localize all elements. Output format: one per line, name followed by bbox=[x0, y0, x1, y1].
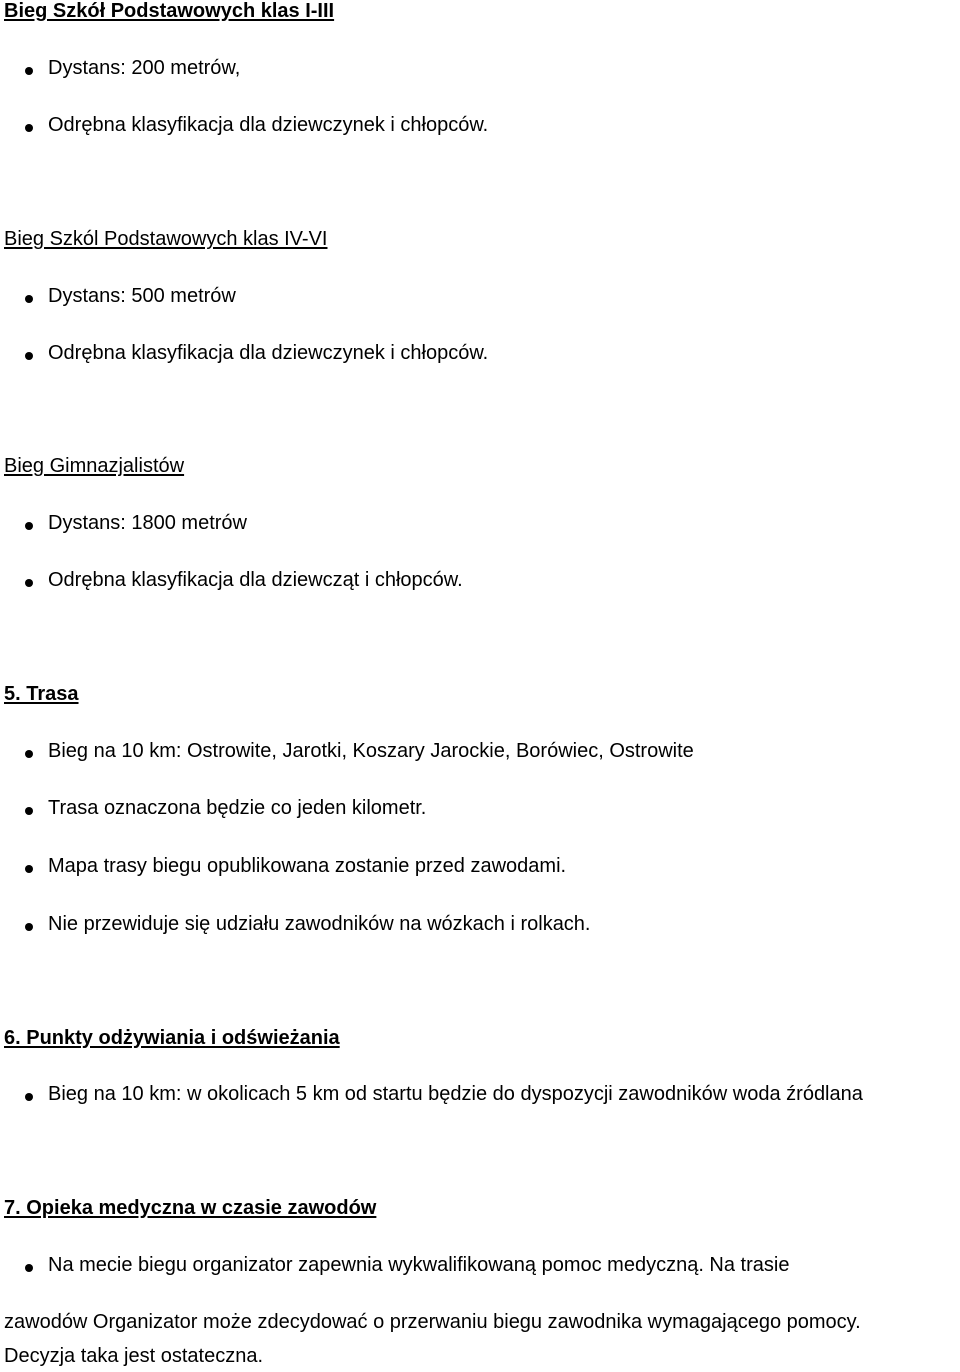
section-heading-klasy-1-3: Bieg Szkół Podstawowych klas I-III bbox=[4, 0, 335, 22]
section-heading-gimnazjalisci: Bieg Gimnazjalistów bbox=[4, 455, 185, 477]
bullet-icon bbox=[25, 67, 33, 75]
list-item bbox=[0, 1083, 960, 1109]
list-item bbox=[0, 913, 960, 939]
list-item-text: Dystans: 1800 metrów bbox=[48, 512, 247, 534]
section-heading-trasa: 5. Trasa bbox=[4, 683, 79, 705]
list-item-text: Nie przewiduje się udziału zawodników na wózkach i rolkach. bbox=[48, 913, 591, 935]
list-item-text: Bieg na 10 km: w okolicach 5 km od startu będzie do dyspozycji zawodników woda źródlana bbox=[48, 1083, 863, 1105]
bullet-icon bbox=[25, 750, 33, 758]
list-item-text: Mapa trasy biegu opublikowana zostanie przed zawodami. bbox=[48, 855, 567, 877]
list-item bbox=[0, 1254, 960, 1280]
list-item-text: Odrębna klasyfikacja dla dziewczynek i chłopców. bbox=[48, 114, 489, 136]
bullet-icon bbox=[25, 807, 33, 815]
section-heading-punkty-odzywiania: 6. Punkty odżywiania i odświeżania bbox=[4, 1027, 340, 1049]
list-item bbox=[0, 114, 960, 140]
bullet-icon bbox=[25, 295, 33, 303]
section-heading-opieka-medyczna: 7. Opieka medyczna w czasie zawodów bbox=[4, 1197, 377, 1219]
list-item bbox=[0, 285, 960, 311]
list-item-text: Odrębna klasyfikacja dla dziewczynek i chłopców. bbox=[48, 342, 489, 364]
list-item bbox=[0, 57, 960, 83]
bullet-icon bbox=[25, 1093, 33, 1101]
list-item-text: Bieg na 10 km: Ostrowite, Jarotki, Koszary Jarockie, Borówiec, Ostrowite bbox=[48, 740, 694, 762]
bullet-icon bbox=[25, 352, 33, 360]
bullet-icon bbox=[25, 522, 33, 530]
list-item-text: Trasa oznaczona będzie co jeden kilometr. bbox=[48, 797, 427, 819]
list-item-text: Dystans: 500 metrów bbox=[48, 285, 236, 307]
list-item-text: Dystans: 200 metrów, bbox=[48, 57, 241, 79]
section-heading-klasy-4-6: Bieg Szkól Podstawowych klas IV-VI bbox=[4, 228, 328, 250]
list-item bbox=[0, 569, 960, 595]
bullet-icon bbox=[25, 923, 33, 931]
list-item bbox=[0, 797, 960, 823]
paragraph-line: zawodów Organizator może zdecydować o przerwaniu biegu zawodnika wymagającego pomocy. bbox=[4, 1311, 861, 1333]
bullet-icon bbox=[25, 1264, 33, 1272]
paragraph-line: Decyzja taka jest ostateczna. bbox=[4, 1345, 264, 1367]
list-item bbox=[0, 855, 960, 881]
list-item-text: Odrębna klasyfikacja dla dziewcząt i chłopców. bbox=[48, 569, 463, 591]
bullet-icon bbox=[25, 579, 33, 587]
bullet-icon bbox=[25, 865, 33, 873]
list-item-text: Na mecie biegu organizator zapewnia wykwalifikowaną pomoc medyczną. Na trasie bbox=[48, 1254, 790, 1276]
list-item bbox=[0, 512, 960, 538]
list-item bbox=[0, 740, 960, 766]
list-item bbox=[0, 342, 960, 368]
bullet-icon bbox=[25, 124, 33, 132]
